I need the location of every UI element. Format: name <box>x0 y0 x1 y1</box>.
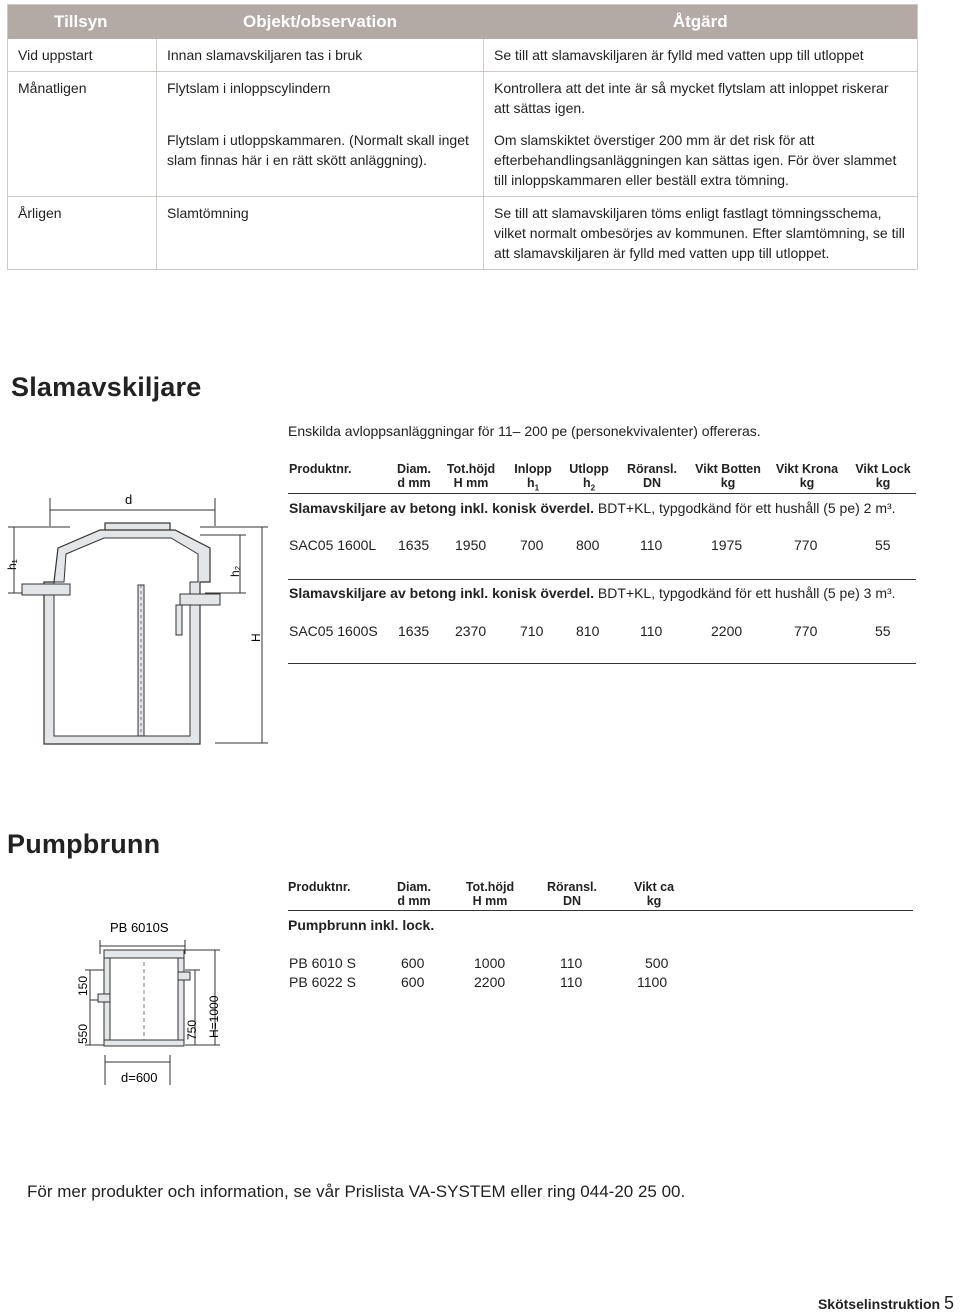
dim-H: H=1000 <box>207 995 221 1038</box>
col-produktnr: Produktnr. <box>289 462 352 476</box>
header-atgard: Åtgärd <box>484 5 918 40</box>
col-ransl: Röransl. DN <box>626 462 677 490</box>
dim-550: 550 <box>76 1023 90 1044</box>
septic-tank-diagram <box>0 450 280 760</box>
pump-title: Pumpbrunn <box>7 829 161 859</box>
table-header-row <box>8 5 918 40</box>
dim-h2: h₂ <box>228 565 242 577</box>
dim-d: d <box>125 492 133 507</box>
col-vikt-botten: Vikt Botten kg <box>695 462 761 490</box>
cell-objekt: Flytslam i utloppskammaren. (Normalt skall inget slam finnas här i en rätt skött anläggning). <box>157 124 484 197</box>
slam-section-1: Slamavskiljare av betong inkl. konisk överdel. BDT+KL, typgodkänd för ett hushåll (5 pe) 2 m³. <box>289 500 896 516</box>
cell-atgard: Se till att slamavskiljaren töms enligt fastlagt tömningsschema, vilket normalt ombesörjes av kommunen. Efter slamtömning, se till att slamavskiljaren är fylld med vatten upp till utloppet. <box>484 197 918 270</box>
col-ransl: Röransl. DN <box>546 880 597 908</box>
header-tillsyn: Tillsyn <box>8 5 157 40</box>
col-utlopp: Utlopp $h_2$ <box>569 462 609 493</box>
cell-atgard: Kontrollera att det inte är så mycket flytslam att inloppet riskerar att sättas igen. <box>484 72 918 125</box>
slam-intro: Enskilda avloppsanläggningar för 11– 200 pe (personekvivalenter) offereras. <box>288 423 761 439</box>
header-objekt: Objekt/observation <box>157 5 484 40</box>
cell-objekt: Slamtömning <box>157 197 484 270</box>
header-rule <box>288 910 913 911</box>
dim-h1: h₁ <box>5 559 19 570</box>
dim-750: 750 <box>185 1019 199 1040</box>
section-rule <box>288 579 916 580</box>
cell-tillsyn: Månatligen <box>8 72 157 125</box>
pump-diagram-label: PB 6010S <box>110 920 169 935</box>
header-rule <box>288 493 916 494</box>
slam-section-2: Slamavskiljare av betong inkl. konisk överdel. BDT+KL, typgodkänd för ett hushåll (5 pe) 3 m³. <box>289 585 896 601</box>
col-vikt-krona: Vikt Krona kg <box>775 462 839 490</box>
dim-150: 150 <box>76 975 90 996</box>
maintenance-table <box>7 4 918 270</box>
cell-atgard: Se till att slamavskiljaren är fylld med vatten upp till utloppet <box>484 39 918 72</box>
footer-text: För mer produkter och information, se vår Prislista VA-SYSTEM eller ring 044-20 25 00. <box>27 1182 686 1201</box>
col-vikt-lock: Vikt Lock kg <box>855 462 911 490</box>
cell-objekt: Flytslam i inloppscylindern <box>157 72 484 125</box>
table-row <box>8 197 918 270</box>
dim-d: d=600 <box>121 1070 158 1085</box>
dim-H: H <box>249 633 263 642</box>
col-produktnr: Produktnr. <box>288 880 351 894</box>
page-label: Skötselinstruktion <box>817 1296 941 1312</box>
col-diam: Diam. d mm <box>396 462 432 490</box>
col-tothojd: Tot.höjd H mm <box>446 462 496 490</box>
page-footer <box>818 1293 954 1314</box>
cell-atgard: Om slamskiktet överstiger 200 mm är det risk för att efterbehandlingsanläggningen kan sättas igen. För över slammet till inloppskammaren eller beställ extra tömning. <box>484 124 918 197</box>
cell-tillsyn: Vid uppstart <box>18 47 93 63</box>
slam-title: Slamavskiljare <box>11 372 202 402</box>
table-row <box>8 39 918 72</box>
pump-section: Pumpbrunn inkl. lock. <box>288 917 435 933</box>
col-diam: Diam. d mm <box>396 880 432 908</box>
page-number: 5 <box>943 1293 954 1313</box>
table-row <box>8 72 918 125</box>
col-vikt: Vikt ca kg <box>633 880 675 908</box>
cell-objekt: Innan slamavskiljaren tas i bruk <box>157 39 484 72</box>
table-row <box>8 124 918 197</box>
section-rule <box>288 663 916 664</box>
col-inlopp: Inlopp $h_1$ <box>514 462 552 493</box>
cell-tillsyn <box>8 124 157 197</box>
col-tothojd: Tot.höjd H mm <box>465 880 515 908</box>
cell-tillsyn: Årligen <box>8 197 157 270</box>
pump-well-diagram <box>60 910 240 1090</box>
